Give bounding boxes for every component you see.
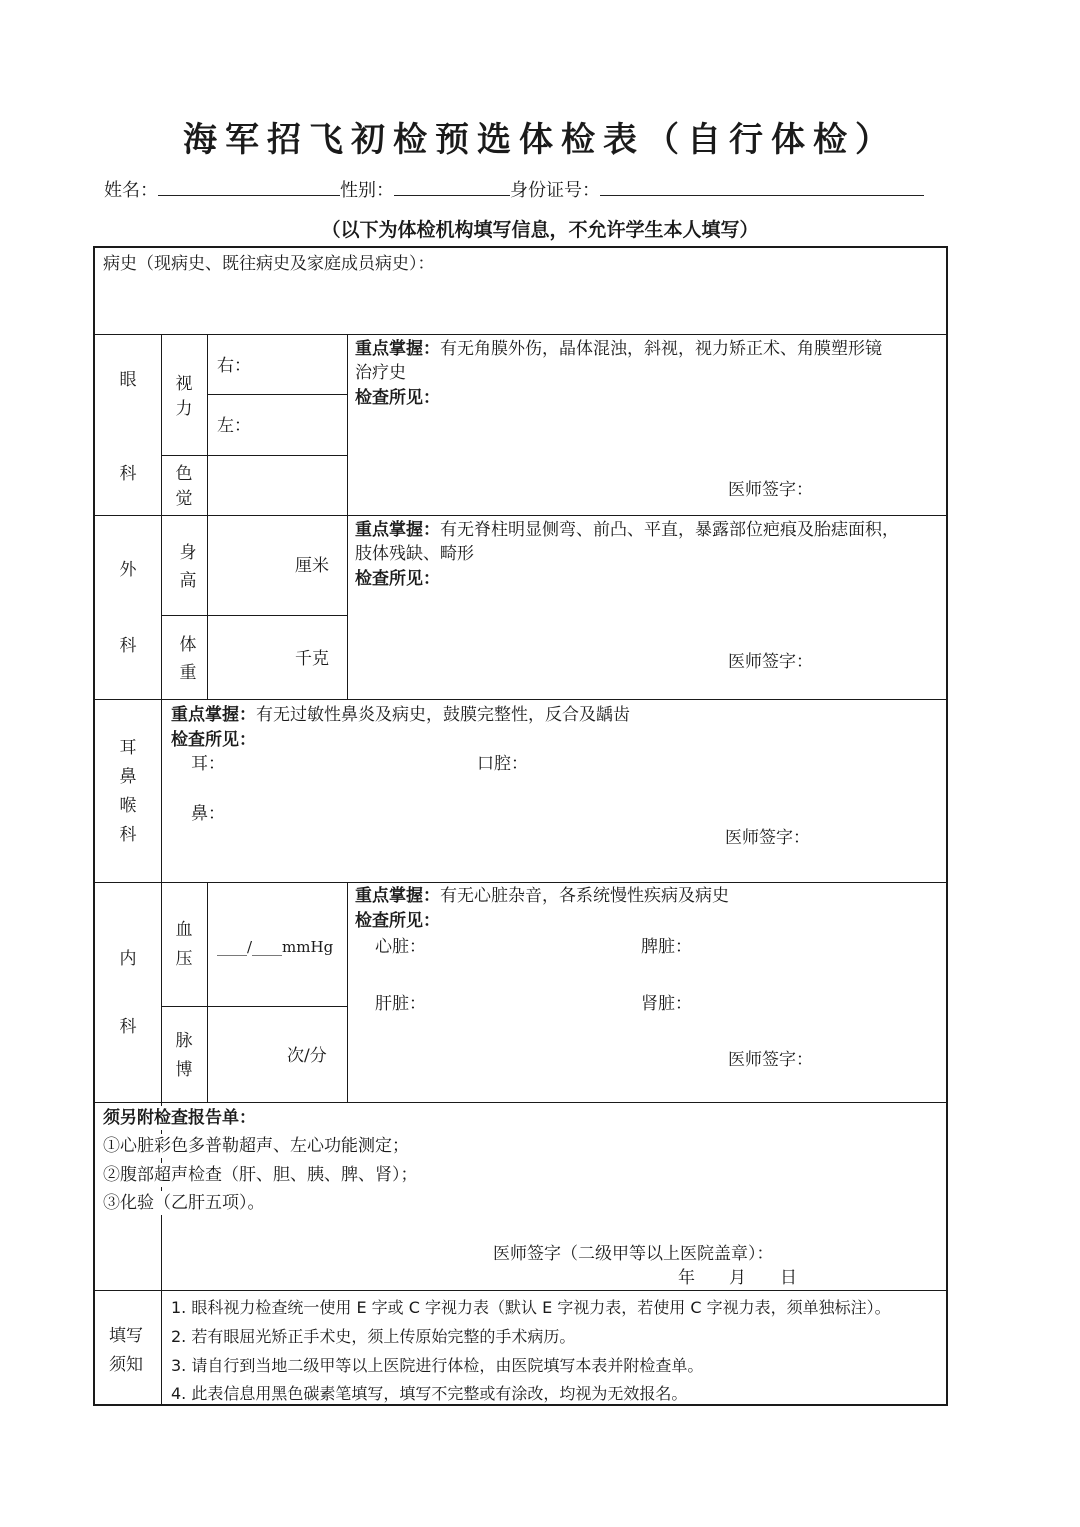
vision-left-label: 左： xyxy=(217,416,251,436)
note-item-3: 3. 请自行到当地二级甲等以上医院进行体检，由医院填写本表并附检查单。 xyxy=(171,1356,704,1375)
notes-label-line-2: 须知 xyxy=(109,1355,143,1375)
report-item-3: ③化验（乙肝五项）。 xyxy=(103,1193,265,1213)
ent-focus-text: 有无过敏性鼻炎及病史，鼓膜完整性，反合及龋齿 xyxy=(256,705,630,725)
ent-mouth-label: 口腔： xyxy=(477,754,528,774)
weight-char-1: 体 xyxy=(179,635,197,655)
divider-eye xyxy=(95,515,946,516)
name-label: 姓名： xyxy=(104,180,158,201)
divider-value-column-upper xyxy=(347,334,348,699)
vision-char-1: 视 xyxy=(175,374,193,394)
spleen-label: 脾脏： xyxy=(641,937,692,957)
pulse-unit: 次/分 xyxy=(287,1046,327,1066)
divider-item-column-internal xyxy=(207,882,208,1102)
bp-char-2: 压 xyxy=(175,949,193,969)
ent-dept-char-3: 喉 xyxy=(119,796,137,816)
internal-doctor-sign: 医师签字： xyxy=(728,1050,813,1070)
eye-dept-char-1: 眼 xyxy=(119,370,137,390)
ent-doctor-sign: 医师签字： xyxy=(725,828,810,848)
reports-date: 年 月 日 xyxy=(678,1268,797,1288)
ent-ear-label: 耳： xyxy=(191,754,225,774)
report-item-2: ②腹部超声检查（肝、胆、胰、脾、肾）； xyxy=(103,1165,418,1185)
surgery-focus-label: 重点掌握： xyxy=(355,520,440,540)
form-title: 海军招飞初检预选体检表（自行体检） xyxy=(183,120,897,160)
history-label: 病史（现病史、既往病史及家庭成员病史）： xyxy=(103,254,435,274)
ent-dept-char-4: 科 xyxy=(119,825,137,845)
ent-nose-label: 鼻： xyxy=(191,804,225,824)
note-item-4: 4. 此表信息用黑色碳素笔填写，填写不完整或有涂改，均视为无效报名。 xyxy=(171,1384,688,1403)
divider-history xyxy=(95,334,946,335)
surgery-dept-char-2: 科 xyxy=(119,636,137,656)
divider-value-column-internal xyxy=(347,882,348,1102)
bp-value-field: ____/____mmHg xyxy=(217,938,334,956)
form-subtitle: （以下为体检机构填写信息，不允许学生本人填写） xyxy=(321,219,759,241)
color-char-2: 觉 xyxy=(175,489,193,509)
divider-surgery-height-weight xyxy=(161,615,347,616)
name-blank xyxy=(158,179,340,196)
surgery-doctor-sign: 医师签字： xyxy=(728,652,813,672)
eye-doctor-sign: 医师签字： xyxy=(728,480,813,500)
reports-heading: 须另附检查报告单： xyxy=(103,1108,256,1128)
pulse-char-1: 脉 xyxy=(175,1031,193,1051)
id-label: 身份证号： xyxy=(510,180,600,201)
eye-focus-text-2: 治疗史 xyxy=(355,363,406,383)
kidney-label: 肾脏： xyxy=(641,994,692,1014)
eye-finding-label: 检查所见： xyxy=(355,388,440,408)
color-char-1: 色 xyxy=(175,464,193,484)
divider-dept-column xyxy=(161,334,162,1406)
weight-unit: 千克 xyxy=(295,649,329,669)
bp-char-1: 血 xyxy=(175,920,193,940)
divider-eye-vision-color xyxy=(161,455,347,456)
internal-dept-char-1: 内 xyxy=(119,949,137,969)
personal-info-line xyxy=(104,176,924,202)
heart-label: 心脏： xyxy=(375,937,426,957)
report-item-1: ①心脏彩色多普勒超声、左心功能测定； xyxy=(103,1136,409,1156)
gender-label: 性别： xyxy=(340,180,394,201)
surgery-focus-text-1: 有无脊柱明显侧弯、前凸、平直，暴露部位疤痕及胎痣面积， xyxy=(440,520,899,540)
divider-internal xyxy=(95,1102,946,1103)
liver-label: 肝脏： xyxy=(375,994,426,1014)
surgery-focus-text-2: 肢体残缺、畸形 xyxy=(355,544,474,564)
note-item-2: 2. 若有眼屈光矫正手术史，须上传原始完整的手术病历。 xyxy=(171,1327,576,1346)
weight-char-2: 重 xyxy=(179,663,197,683)
eye-focus-text-1: 有无角膜外伤，晶体混浊，斜视，视力矫正术、角膜塑形镜 xyxy=(440,339,882,359)
surgery-finding-label: 检查所见： xyxy=(355,569,440,589)
internal-focus-text: 有无心脏杂音，各系统慢性疾病及病史 xyxy=(440,886,729,906)
surgery-dept-char-1: 外 xyxy=(119,560,137,580)
ent-dept-char-1: 耳 xyxy=(119,738,137,758)
reports-doctor-sign: 医师签字（二级甲等以上医院盖章）： xyxy=(493,1244,774,1264)
id-blank xyxy=(600,179,924,196)
vision-char-2: 力 xyxy=(175,399,193,419)
height-char-2: 高 xyxy=(179,571,197,591)
divider-surgery xyxy=(95,699,946,700)
internal-dept-char-2: 科 xyxy=(119,1017,137,1037)
eye-dept-char-2: 科 xyxy=(119,464,137,484)
ent-focus-label: 重点掌握： xyxy=(171,705,256,725)
ent-finding-label: 检查所见： xyxy=(171,730,256,750)
divider-reports xyxy=(95,1290,946,1291)
pulse-char-2: 博 xyxy=(175,1060,193,1080)
notes-label-line-1: 填写 xyxy=(109,1326,143,1346)
divider-item-column-upper xyxy=(207,334,208,699)
internal-focus-label: 重点掌握： xyxy=(355,886,440,906)
internal-finding-label: 检查所见： xyxy=(355,911,440,931)
ent-dept-char-2: 鼻 xyxy=(119,767,137,787)
note-item-1: 1. 眼科视力检查统一使用 E 字或 C 字视力表（默认 E 字视力表，若使用 C 字视力表，须单独标注）。 xyxy=(171,1298,891,1317)
divider-eye-right-left xyxy=(207,394,347,395)
height-char-1: 身 xyxy=(179,543,197,563)
divider-internal-bp-pulse xyxy=(161,1006,347,1007)
exam-form-table xyxy=(93,246,948,1406)
eye-focus-label: 重点掌握： xyxy=(355,339,440,359)
height-unit: 厘米 xyxy=(295,556,329,576)
vision-right-label: 右： xyxy=(217,356,251,376)
divider-ent xyxy=(95,882,946,883)
gender-blank xyxy=(394,179,510,196)
